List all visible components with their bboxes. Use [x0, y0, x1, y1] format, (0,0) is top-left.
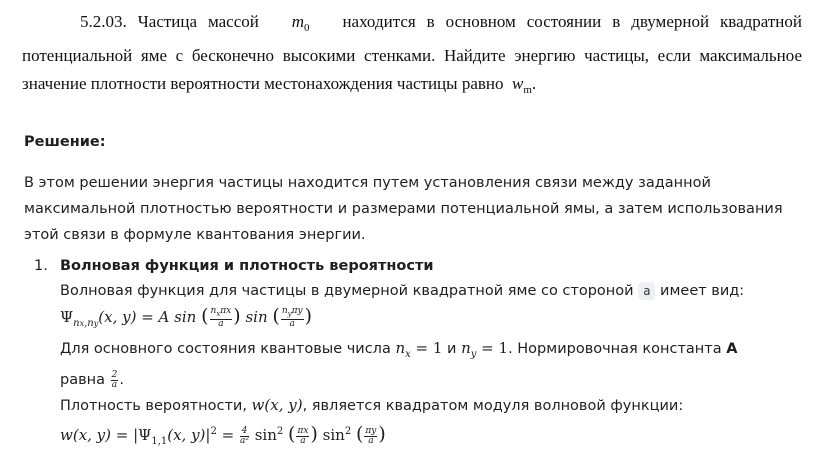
step-number: 1.: [34, 258, 48, 274]
step-line-4: Плотность вероятности, w(x, y), является квадратом модуля волновой функции:: [60, 396, 684, 414]
wave-function-formula: $\Psi_{nx,ny}(x$, y) = A sin ( $\frac{n_x\pi x}{a}$ ) sin ( $\frac{n_y\pi y}{a}$ ): [60, 305, 312, 329]
solution-step-1: [24, 254, 804, 454]
solution-intro: В этом решении энергия частицы находится путем установления связи между заданной максимальной плотностью вероятности и размерами потенциальной ямы, а затем использования этой связи в формуле квантования энергии.: [24, 175, 783, 243]
problem-text-b: находится в основном состоянии в двумерной квадратной потенциальной яме с бесконечно высокими стенками. Найдите энергию частицы, если максимальное значение плотности вероятности местонахождения частицы равно: [22, 12, 803, 93]
const-A: A: [726, 341, 738, 357]
step-line-2: Для основного состояния квантовые числа $n_x = 1$ и $n_y = 1$. Нормировочная константа A: [60, 339, 738, 360]
density-formula: w(x, $y) = |\Psi_{1,1}(x$, $y)|^2$ = $\frac{4}{\text{a²}}$ $\sin^2$ ( $\frac{\pi x}{a}$ ) $\sin^2$ ( $\frac{\pi y}{a}$ ): [60, 423, 386, 447]
step-title: Волновая функция и плотность вероятности: [60, 258, 434, 274]
wm-symbol: $w_m$: [512, 74, 532, 96]
step-line-1: Волновая функция для частицы в двумерной квадратной яме со стороной a имеет вид:: [60, 283, 745, 299]
problem-number: 5.2.03.: [80, 12, 127, 31]
solution-title: Решение:: [24, 134, 106, 150]
side-code: a: [638, 282, 655, 300]
problem-text-a: Частица массой: [137, 12, 259, 31]
mass-symbol: $m_0$: [291, 12, 310, 34]
solution-section: [24, 132, 804, 454]
step-line-3: равна $\frac{2}{a}$ .: [60, 369, 124, 390]
problem-statement: 5.2.03. Частица массой $m_0$ находится в основном состоянии в двумерной квадратной потенциальной яме с бесконечно высокими стенками. Найдите энергию частицы, если максимальное значение плотности вероятности местонахождения частицы равно $w_m$.: [22, 12, 803, 96]
